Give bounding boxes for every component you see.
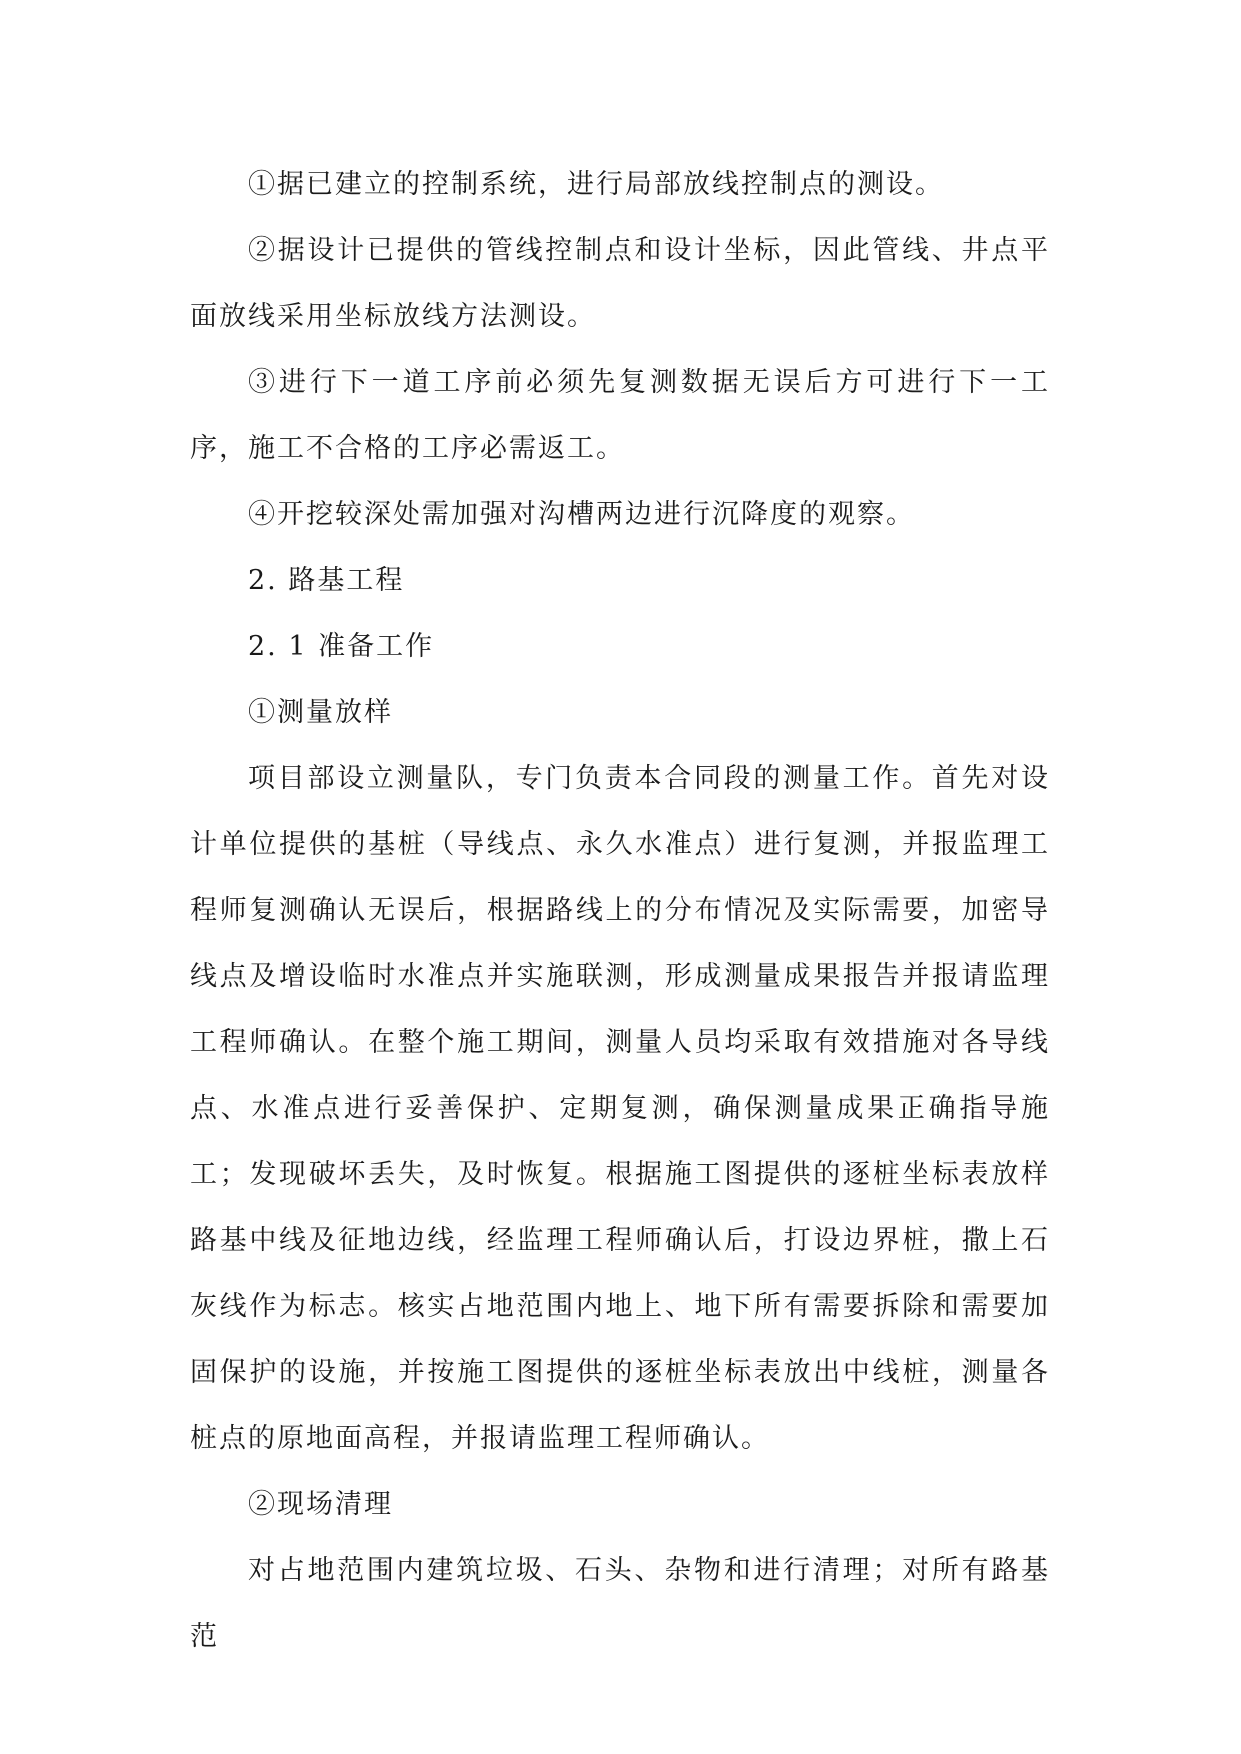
- paragraph-settlement-observation: ④开挖较深处需加强对沟槽两边进行沉降度的观察。: [248, 499, 915, 530]
- section-heading-subgrade: 2. 路基工程: [248, 565, 405, 596]
- item-heading-survey-staking: ①测量放样: [248, 697, 393, 728]
- paragraph-survey-team: 项目部设立测量队，专门负责本合同段的测量工作。首先对设计单位提供的基桩（导线点、永久水准点）进行复测，并报监理工程师复测确认无误后，根据路线上的分布情况及实际需要，加密导线点及增设临时水准点并实施联测，形成测量成果报告并报请监理工程师确认。在整个施工期间，测量人员均采取有效措施对各导线点、水准点进行妥善保护、定期复测，确保测量成果正确指导施工；发现破坏丢失，及时恢复。根据施工图提供的逐桩坐标表放样路基中线及征地边线，经监理工程师确认后，打设边界桩，撒上石灰线作为标志。核实占地范围内地上、地下所有需要拆除和需要加固保护的设施，并按施工图提供的逐桩坐标表放出中线桩，测量各桩点的原地面高程，并报请监理工程师确认。: [190, 763, 1050, 1454]
- subsection-heading-preparation: 2. 1 准备工作: [248, 631, 435, 662]
- paragraph-pipeline-layout: ②据设计已提供的管线控制点和设计坐标，因此管线、井点平面放线采用坐标放线方法测设。: [190, 235, 1050, 332]
- paragraph-site-clearing: 对占地范围内建筑垃圾、石头、杂物和进行清理；对所有路基范: [190, 1555, 1050, 1652]
- item-heading-site-clearing: ②现场清理: [248, 1489, 393, 1520]
- paragraph-survey-control: ①据已建立的控制系统，进行局部放线控制点的测设。: [248, 169, 944, 200]
- paragraph-recheck-process: ③进行下一道工序前必须先复测数据无误后方可进行下一工序，施工不合格的工序必需返工。: [190, 367, 1050, 464]
- document-body: [190, 152, 1050, 1670]
